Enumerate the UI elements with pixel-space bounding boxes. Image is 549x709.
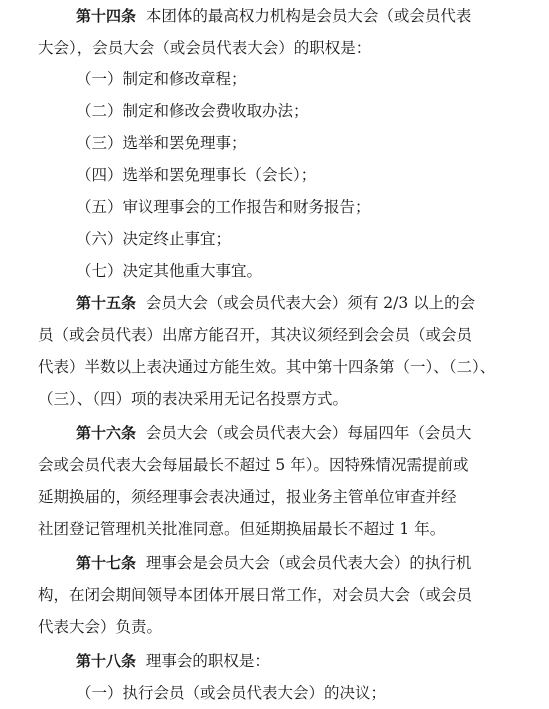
article-17-line-2: 构，在闭会期间领导本团体开展日常工作，对会员大会（或会员 — [38, 586, 473, 604]
article-16-line-4: 社团登记管理机关批准同意。但延期换届最长不超过 1 年。 — [38, 520, 446, 538]
article-16-line-2: 会或会员代表大会每届最长不超过 5 年）。因特殊情况需提前或 — [38, 456, 469, 474]
article-18-text-1: 理事会的职权是： — [145, 652, 270, 670]
article-17-line-3: 代表大会）负责。 — [38, 618, 163, 636]
article-17-text-1: 理事会是会员大会（或会员代表大会）的执行机 — [145, 554, 472, 572]
article-18-item-1: （一）执行会员（或会员代表大会）的决议； — [76, 684, 387, 702]
article-14-text-1: 本团体的最高权力机构是会员大会（或会员代表 — [145, 7, 472, 25]
article-15-text-1: 会员大会（或会员代表大会）须有 2/3 以上的会 — [145, 294, 476, 312]
article-14-heading: 第十四条 — [76, 7, 137, 25]
article-17-heading: 第十七条 — [76, 554, 137, 572]
article-16-heading: 第十六条 — [76, 424, 137, 442]
article-14-item-3: （三）选举和罢免理事； — [76, 134, 247, 152]
article-14-line-1 — [0, 0, 549, 32]
article-14-line-2: 大会），会员大会（或会员代表大会）的职权是： — [38, 39, 372, 57]
article-14-item-1: （一）制定和修改章程； — [76, 70, 247, 88]
article-14-item-4: （四）选举和罢免理事长（会长）； — [76, 166, 317, 184]
article-15-line-1 — [0, 287, 549, 319]
article-14-item-6: （六）决定终止事宜； — [76, 230, 232, 248]
article-14-item-7: （七）决定其他重大事宜。 — [76, 262, 263, 280]
article-15-line-4: （三）、（四）项的表决采用无记名投票方式。 — [38, 390, 349, 408]
article-16-text-1: 会员大会（或会员代表大会）每届四年（会员大 — [145, 424, 472, 442]
article-17-line-1 — [0, 547, 549, 579]
article-15-line-3: 代表）半数以上表决通过方能生效。其中第十四条第（一）、（二）、 — [38, 358, 496, 376]
article-18-line-1 — [0, 645, 549, 677]
article-18-heading: 第十八条 — [76, 652, 137, 670]
article-15-heading: 第十五条 — [76, 294, 137, 312]
article-15-line-2: 员（或会员代表）出席方能召开，其决议须经到会会员（或会员 — [38, 326, 473, 344]
article-14-item-5: （五）审议理事会的工作报告和财务报告； — [76, 198, 371, 216]
article-16-line-3: 延期换届的，须经理事会表决通过，报业务主管单位审查并经 — [38, 488, 457, 506]
article-14-item-2: （二）制定和修改会费收取办法； — [76, 102, 309, 120]
article-16-line-1 — [0, 417, 549, 449]
